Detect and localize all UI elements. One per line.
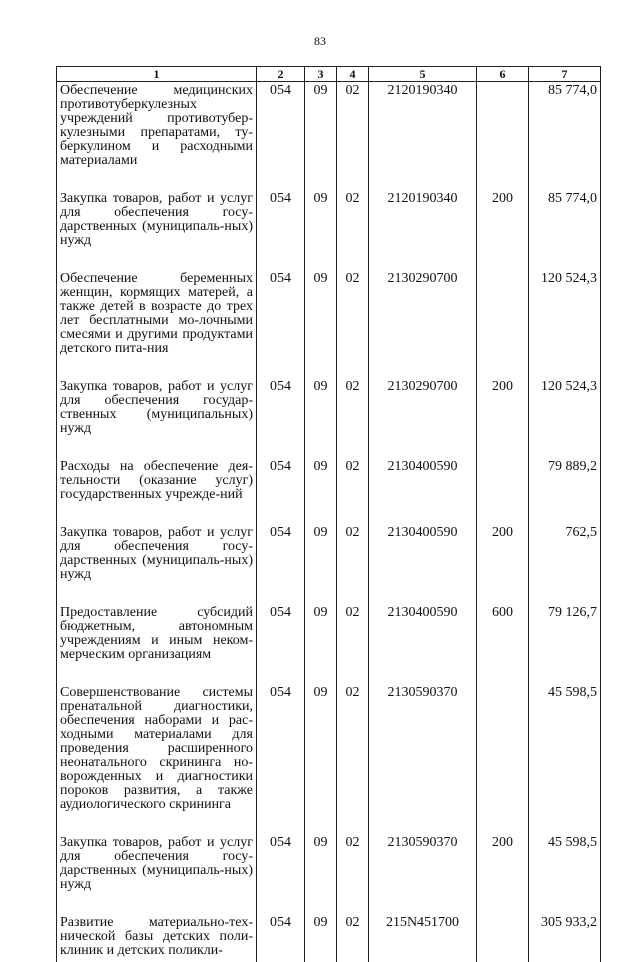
amount-cell: 85 774,0: [529, 82, 601, 191]
subsection-cell: 02: [337, 524, 369, 604]
target-article-cell: 2120190340: [369, 190, 477, 270]
subsection-cell: 02: [337, 82, 369, 191]
subsection-cell: 02: [337, 458, 369, 524]
section-cell: 09: [305, 524, 337, 604]
ministry-code-cell: 054: [257, 834, 305, 914]
table-row: [57, 834, 601, 914]
target-article-cell: 2130290700: [369, 270, 477, 378]
ministry-code-cell: 054: [257, 524, 305, 604]
subsection-cell: 02: [337, 190, 369, 270]
amount-cell: 45 598,5: [529, 684, 601, 834]
expense-type-cell: 200: [477, 524, 529, 604]
table-row: [57, 524, 601, 604]
ministry-code-cell: 054: [257, 378, 305, 458]
amount-cell: 79 889,2: [529, 458, 601, 524]
section-cell: 09: [305, 834, 337, 914]
table-row: [57, 684, 601, 834]
ministry-code-cell: 054: [257, 684, 305, 834]
target-article-cell: 215N451700: [369, 914, 477, 962]
section-cell: 09: [305, 604, 337, 684]
ministry-code-cell: 054: [257, 604, 305, 684]
expense-type-cell: [477, 270, 529, 378]
amount-cell: 120 524,3: [529, 270, 601, 378]
row-name-cell: Совершенствование системы пренатальной диагностики, обеспечения наборами и рас-ходными материалами для проведения расширенного неонатального скрининга но-ворожденных и диагностики пороков развития, а также аудиологического скрининга: [57, 684, 257, 834]
target-article-cell: 2130400590: [369, 524, 477, 604]
row-name-cell: Предоставление субсидий бюджетным, автономным учреждениям и иным неком-мерческим организациям: [57, 604, 257, 684]
amount-cell: 85 774,0: [529, 190, 601, 270]
target-article-cell: 2130590370: [369, 834, 477, 914]
row-name-cell: Обеспечение беременных женщин, кормящих матерей, а также детей в возрасте до трех лет бесплатными мо-лочными смесями и другими продуктами детского пита-ния: [57, 270, 257, 378]
expense-type-cell: [477, 82, 529, 191]
ministry-code-cell: 054: [257, 190, 305, 270]
row-name-cell: Обеспечение медицинских противотуберкулезных учреждений противотубер-кулезными препаратами, ту-беркулином и расходными материалами: [57, 82, 257, 191]
section-cell: 09: [305, 190, 337, 270]
table-row: [57, 378, 601, 458]
column-header: 3: [305, 67, 337, 82]
target-article-cell: 2130590370: [369, 684, 477, 834]
row-name-cell: Закупка товаров, работ и услуг для обеспечения госу-дарственных (муниципаль-ных) нужд: [57, 190, 257, 270]
expense-type-cell: 600: [477, 604, 529, 684]
table-row: [57, 458, 601, 524]
target-article-cell: 2120190340: [369, 82, 477, 191]
column-header: 1: [57, 67, 257, 82]
expense-type-cell: [477, 684, 529, 834]
subsection-cell: 02: [337, 914, 369, 962]
section-cell: 09: [305, 458, 337, 524]
table-row: [57, 82, 601, 191]
row-name-cell: Расходы на обеспечение дея-тельности (оказание услуг) государственных учрежде-ний: [57, 458, 257, 524]
table-row: [57, 914, 601, 962]
expense-type-cell: 200: [477, 378, 529, 458]
amount-cell: 120 524,3: [529, 378, 601, 458]
section-cell: 09: [305, 82, 337, 191]
section-cell: 09: [305, 914, 337, 962]
target-article-cell: 2130400590: [369, 604, 477, 684]
table-row: [57, 604, 601, 684]
subsection-cell: 02: [337, 834, 369, 914]
amount-cell: 79 126,7: [529, 604, 601, 684]
subsection-cell: 02: [337, 604, 369, 684]
column-header: 4: [337, 67, 369, 82]
amount-cell: 762,5: [529, 524, 601, 604]
expense-type-cell: 200: [477, 190, 529, 270]
ministry-code-cell: 054: [257, 914, 305, 962]
amount-cell: 305 933,2: [529, 914, 601, 962]
target-article-cell: 2130290700: [369, 378, 477, 458]
section-cell: 09: [305, 684, 337, 834]
column-header: 6: [477, 67, 529, 82]
table-row: [57, 270, 601, 378]
row-name-cell: Закупка товаров, работ и услуг для обеспечения государ-ственных (муниципальных) нужд: [57, 378, 257, 458]
column-header: 5: [369, 67, 477, 82]
row-name-cell: Закупка товаров, работ и услуг для обеспечения госу-дарственных (муниципаль-ных) нужд: [57, 524, 257, 604]
column-header: 7: [529, 67, 601, 82]
row-name-cell: Развитие материально-тех-нической базы детских поли-клиник и детских поликли-: [57, 914, 257, 962]
row-name-cell: Закупка товаров, работ и услуг для обеспечения госу-дарственных (муниципаль-ных) нужд: [57, 834, 257, 914]
subsection-cell: 02: [337, 270, 369, 378]
subsection-cell: 02: [337, 684, 369, 834]
section-cell: 09: [305, 270, 337, 378]
expense-type-cell: [477, 458, 529, 524]
ministry-code-cell: 054: [257, 82, 305, 191]
table-row: [57, 190, 601, 270]
budget-table: [56, 66, 601, 962]
table-body: [57, 82, 601, 962]
target-article-cell: 2130400590: [369, 458, 477, 524]
table-header: [57, 67, 601, 82]
section-cell: 09: [305, 378, 337, 458]
page-number: 83: [0, 34, 640, 49]
ministry-code-cell: 054: [257, 270, 305, 378]
amount-cell: 45 598,5: [529, 834, 601, 914]
subsection-cell: 02: [337, 378, 369, 458]
expense-type-cell: [477, 914, 529, 962]
expense-type-cell: 200: [477, 834, 529, 914]
ministry-code-cell: 054: [257, 458, 305, 524]
column-header: 2: [257, 67, 305, 82]
